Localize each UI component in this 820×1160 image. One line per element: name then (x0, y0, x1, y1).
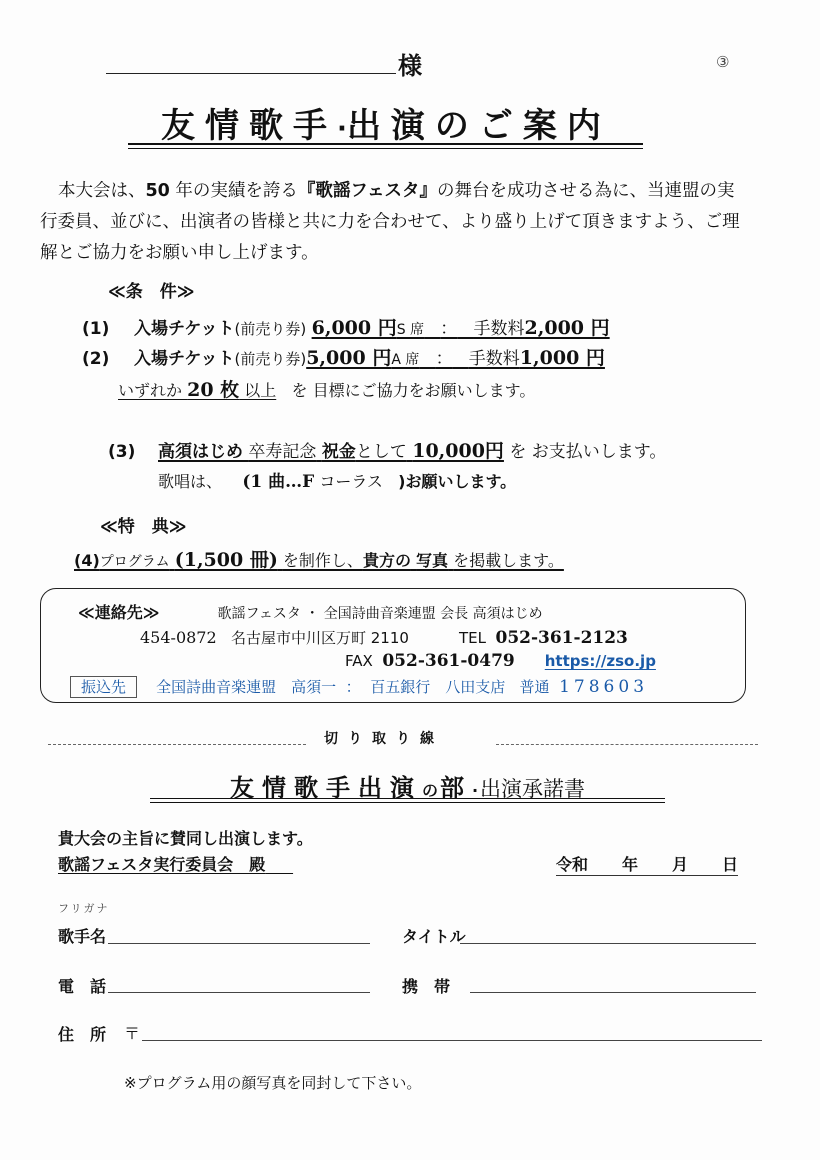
form-title-underline-2 (150, 802, 665, 803)
seat-class: A 席 (391, 352, 420, 368)
title-part1: 友情歌手 (161, 106, 338, 146)
gift-text: を お支払いします。 (509, 442, 667, 462)
addressee-suffix: 様 (398, 52, 422, 80)
phone-field[interactable] (108, 992, 370, 993)
condition-item-3 (108, 436, 666, 463)
gift-label: 祝金 (321, 442, 356, 462)
ticket-price: 5,000 円 (306, 347, 392, 369)
song-request (158, 467, 516, 492)
furigana-label: フリガナ (58, 902, 110, 915)
date-day-label: 日 (721, 855, 738, 874)
address-field[interactable] (142, 1040, 762, 1041)
fee-label: 手数料 (468, 349, 520, 369)
song-text: )お願いします。 (398, 472, 517, 491)
form-title-part1: 友情歌手出演 (229, 774, 422, 802)
song-text: 歌唱は、 (158, 472, 223, 491)
benefits-heading: ≪特 典≫ (100, 517, 187, 537)
mobile-field[interactable] (470, 992, 756, 993)
intro-line-1 (40, 176, 780, 207)
ticket-type: (前売り券) (234, 320, 307, 338)
fax-number: 052-361-0479 (382, 651, 515, 671)
price-underlined (306, 349, 605, 369)
singer-name-field[interactable] (108, 943, 370, 944)
postal-code: 454-0872 (140, 628, 217, 647)
cut-line-right (496, 744, 758, 745)
phone-label: 電 話 (58, 977, 107, 996)
date-month-label: 月 (671, 855, 688, 874)
item-number: (1) (82, 319, 110, 339)
conditions-heading: ≪条 件≫ (108, 282, 195, 302)
form-title-part2: 部 (439, 774, 472, 802)
intro-paragraph (40, 176, 780, 269)
price-underlined (312, 319, 610, 339)
sales-target (118, 375, 535, 402)
intro-text: 本大会は、 (58, 181, 146, 201)
gift-underlined (158, 442, 504, 462)
song-title-label: タイトル (402, 927, 466, 946)
bank-branch: 百五銀行 八田支店 (370, 678, 506, 696)
date-era: 令和 (556, 855, 589, 874)
consent-statement: 貴大会の主旨に賛同し出演します。 (58, 829, 313, 848)
benefit-item-4 (74, 545, 564, 572)
fee-amount: 1,000 円 (519, 347, 605, 369)
recipient (58, 852, 293, 875)
tel-label: TEL (458, 629, 486, 647)
target-text: を 目標にご協力をお願いします。 (291, 381, 536, 400)
contact-row-2 (140, 627, 628, 648)
song-count: (1 曲…F (242, 472, 315, 492)
contact-row-1 (78, 600, 543, 623)
ticket-price: 6,000 円 (311, 317, 397, 339)
title-underline-thin (128, 148, 643, 149)
benefit-emphasis: 写真 (416, 551, 449, 570)
condition-item-1 (82, 313, 610, 340)
transfer-account-name: 全国詩曲音楽連盟 高須一 (156, 678, 337, 696)
intro-text: 年の実績を誇る (169, 181, 298, 201)
fee-amount: 2,000 円 (524, 317, 610, 339)
addressee-name-field[interactable] (106, 73, 396, 74)
mobile-label: 携 帯 (402, 977, 451, 996)
form-title-no: の (421, 781, 440, 800)
benefit-text: を掲載します。 (453, 551, 564, 570)
address: 名古屋市中川区万町 2110 (230, 629, 409, 647)
item-number: (4) (74, 551, 100, 570)
benefit-text: を制作し、 (282, 551, 363, 570)
benefit-emphasis: 貴方の (362, 551, 411, 570)
title-dot: · (337, 114, 347, 144)
contact-heading: ≪連絡先≫ (78, 603, 160, 622)
target-text: いずれか (118, 381, 188, 400)
condition-item-2 (82, 343, 605, 370)
occasion: 卒寿記念 (248, 442, 317, 462)
cut-line-label: 切り取り線 (324, 731, 444, 747)
event-name: 『歌謡フェスタ』 (297, 181, 438, 201)
contact-row-3 (345, 651, 656, 671)
website-link[interactable]: https://zso.jp (544, 652, 656, 670)
intro-years: 50 (145, 181, 170, 201)
title-underline-thick (128, 143, 643, 145)
separator: ： (345, 678, 361, 696)
seat-class: S 席 (396, 322, 425, 338)
transfer-label: 振込先 (70, 676, 137, 698)
honoree-name: 高須はじめ (158, 442, 243, 462)
item-number: (3) (108, 442, 136, 462)
date-field[interactable] (556, 852, 738, 876)
intro-text: の舞台を成功させる為に、当連盟の実 (437, 181, 735, 201)
account-number: 178603 (559, 677, 649, 697)
gift-text: として (355, 442, 407, 462)
recipient-text: 歌謡フェスタ実行委員会 殿 (58, 855, 266, 874)
ticket-label: 入場チケット (134, 319, 235, 339)
transfer-row (70, 676, 648, 697)
photo-note: ※プログラム用の顔写真を同封して下さい。 (124, 1074, 422, 1092)
address-label: 住 所 (58, 1025, 107, 1044)
target-count: 20 枚 (187, 379, 240, 401)
item-number: (2) (82, 349, 110, 369)
singer-name-label: 歌手名 (58, 927, 107, 946)
fee-label: 手数料 (473, 319, 525, 339)
intro-line-3: 解とご協力をお願い申し上げます。 (40, 243, 319, 263)
separator: ： (435, 349, 453, 369)
account-type: 普通 (519, 678, 550, 696)
target-text: 以上 (239, 381, 277, 400)
form-title-part3: 出演承諾書 (480, 777, 586, 801)
intro-line-2: 行委員、並びに、出演者の皆様と共に力を合わせて、より盛り上げて頂きますよう、ご理 (40, 212, 740, 232)
target-underlined (118, 381, 276, 400)
separator: ： (440, 319, 458, 339)
tel-number: 052-361-2123 (495, 628, 628, 648)
gift-amount: 10,000円 (412, 440, 504, 462)
contact-org: 歌謡フェスタ ・ 全国詩曲音楽連盟 会長 高須はじめ (217, 606, 543, 622)
title-part2: 出演のご案内 (346, 106, 611, 146)
page-marker: ③ (716, 53, 730, 71)
form-title-dot: · (471, 781, 481, 800)
date-year-label: 年 (621, 855, 638, 874)
program-label: プログラム (99, 554, 170, 570)
ticket-label: 入場チケット (134, 349, 235, 369)
postal-mark: 〒 (124, 1024, 141, 1043)
song-title-field[interactable] (460, 943, 756, 944)
form-title-underline (150, 798, 665, 799)
program-copies: (1,500 冊) (174, 549, 278, 571)
cut-line-left (48, 744, 306, 745)
song-chorus: コーラス (319, 472, 383, 491)
ticket-type: (前売り券) (234, 350, 307, 368)
page-title (130, 98, 642, 147)
fax-label: FAX (345, 652, 373, 670)
